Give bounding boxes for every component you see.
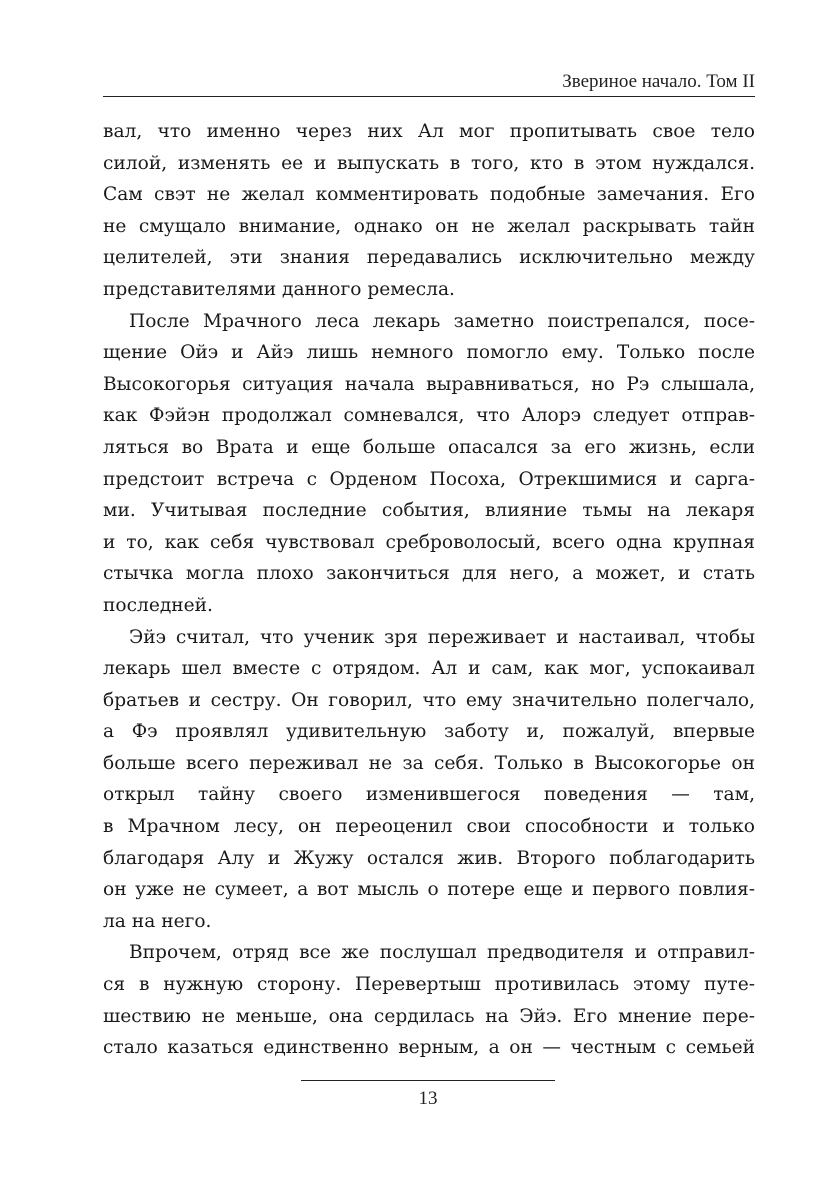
text-line: представителями данного ремесла. [103, 278, 455, 300]
text-line: лекарь шел вместе с отрядом. Ал и сам, как мог, успокаивал [103, 658, 755, 680]
text-line: предстоит встреча с Орденом Посоха, Отрекшимися и сарга- [103, 468, 755, 490]
text-line: силой, изменять ее и выпускать в того, кто в этом нуждался. [103, 152, 755, 174]
text-line: ми. Учитывая последние события, влияние тьмы на лекаря [103, 500, 755, 522]
body-text [103, 116, 755, 1064]
text-line: ляться во Врата и еще больше опасался за его жизнь, если [103, 436, 755, 458]
text-line: больше всего переживал не за себя. Только в Высокогорье он [103, 752, 755, 774]
text-line: он уже не сумеет, а вот мысль о потере еще и первого повлия- [103, 879, 755, 901]
text-line: братьев и сестру. Он говорил, что ему значительно полегчало, [103, 689, 755, 711]
text-line: вал, что именно через них Ал мог пропитывать свое тело [103, 121, 755, 142]
text-line: целителей, эти знания передавались исключительно между [103, 247, 755, 269]
text-line: а Фэ проявлял удивительную заботу и, пожалуй, впервые [103, 721, 755, 743]
text-line: стало казаться единственно верным, а он — честным с семьей [103, 1037, 755, 1059]
text-line: и то, как себя чувствовал среброволосый, всего одна крупная [103, 531, 755, 553]
running-title: Звериное начало. Том II [562, 71, 755, 92]
text-line: открыл тайну своего изменившегося поведения — там, [103, 784, 755, 806]
text-line: шествию не меньше, она сердилась на Эйэ. Его мнение пере- [103, 1005, 755, 1027]
text-line: щение Ойэ и Айэ лишь немного помогло ему. Только после [103, 342, 755, 364]
running-head [103, 72, 755, 97]
text-line: Эйэ считал, что ученик зря переживает и настаивал, чтобы [129, 626, 755, 648]
text-line: ла на него. [103, 910, 212, 932]
text-line: ся в нужную сторону. Перевертыш противилась этому путе- [103, 974, 755, 996]
page-number: 13 [418, 1088, 438, 1109]
footer-rule [301, 1080, 555, 1081]
text-line: Впрочем, отряд все же послушал предводителя и отправил- [129, 942, 755, 964]
text-line: последней. [103, 594, 213, 616]
text-line: в Мрачном лесу, он переоценил свои способности и только [103, 816, 755, 838]
text-line: После Мрачного леса лекарь заметно поистрепался, посе- [129, 310, 755, 332]
text-line: стычка могла плохо закончиться для него, а может, и стать [103, 563, 755, 585]
text-line: благодаря Алу и Жужу остался жив. Второго поблагодарить [103, 847, 755, 869]
text-line: как Фэйэн продолжал сомневался, что Алорэ следует отправ- [103, 405, 755, 427]
text-line: не смущало внимание, однако он не желал раскрывать тайн [103, 215, 755, 237]
text-line: Высокогорья ситуация начала выравниваться, но Рэ слышала, [103, 373, 755, 395]
text-line: Сам свэт не желал комментировать подобные замечания. Его [103, 184, 755, 206]
